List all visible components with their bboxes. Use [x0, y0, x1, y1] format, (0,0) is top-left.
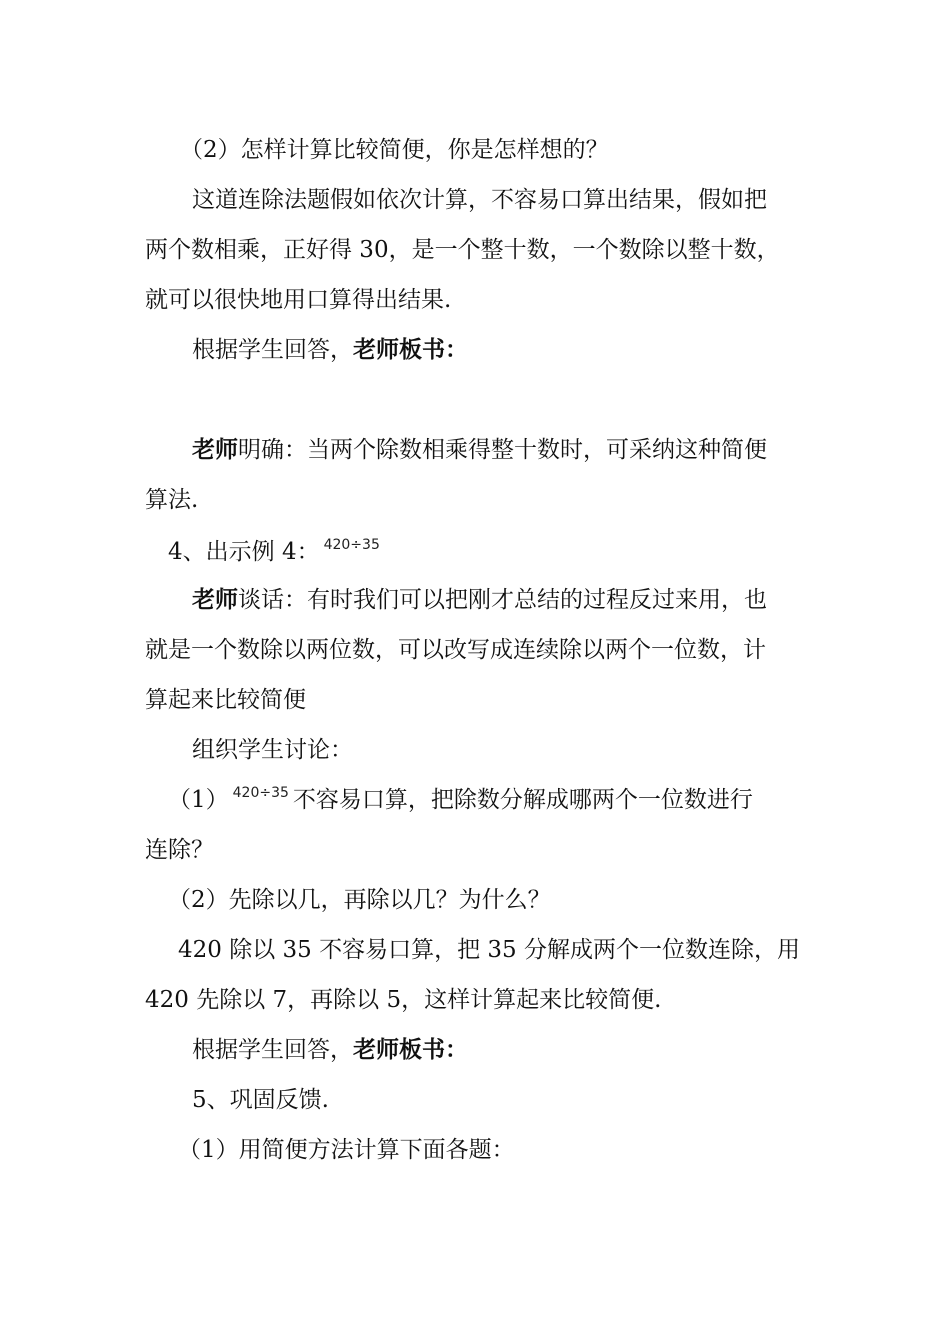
formula-420-div-35: 420÷35	[323, 537, 380, 553]
example-4-label: 4、出示例 4：	[168, 539, 320, 565]
formula-420-div-35: 420÷35	[232, 785, 289, 801]
board-note-prefix: 根据学生回答，	[192, 1037, 353, 1063]
paragraph-explanation-line-1: 这道连除法题假如依次计算，不容易口算出结果，假如把	[192, 187, 767, 213]
paragraph-explanation-line-2: 两个数相乘，正好得 30，是一个整十数，一个数除以整十数，	[145, 237, 780, 263]
teacher-label: 老师	[192, 436, 238, 463]
paragraph-teacher-talk-line-1	[192, 584, 767, 616]
paragraph-teacher-talk-line-3: 算起来比较简便	[145, 687, 306, 713]
paragraph-question-2: （2）怎样计算比较简便，你是怎样想的？	[180, 137, 609, 163]
paragraph-board-note-2	[192, 1034, 468, 1066]
paragraph-board-note-1	[192, 334, 468, 366]
paragraph-teacher-clarify-line-2: 算法.	[145, 487, 199, 513]
paragraph-discussion-1-line-2: 连除？	[145, 837, 214, 863]
paragraph-discussion-1-line-1	[168, 784, 753, 819]
paragraph-section-5: 5、巩固反馈.	[192, 1087, 329, 1113]
paragraph-organize-discussion: 组织学生讨论：	[192, 737, 353, 763]
paragraph-answer-line-2: 420 先除以 7，再除以 5，这样计算起来比较简便.	[145, 987, 662, 1013]
teacher-talk-text: 谈话：有时我们可以把刚才总结的过程反过来用，也	[238, 587, 767, 613]
discussion-1-prefix: （1）	[168, 787, 229, 813]
paragraph-exercise-1: （1）用简便方法计算下面各题：	[178, 1137, 515, 1163]
board-note-prefix: 根据学生回答，	[192, 337, 353, 363]
board-note-bold: 老师板书：	[353, 336, 468, 363]
board-note-bold: 老师板书：	[353, 1036, 468, 1063]
teacher-clarify-text: 明确：当两个除数相乘得整十数时，可采纳这种简便	[238, 437, 767, 463]
paragraph-answer-line-1: 420 除以 35 不容易口算，把 35 分解成两个一位数连除，用	[178, 937, 800, 963]
teacher-label: 老师	[192, 586, 238, 613]
discussion-1-text: 不容易口算，把除数分解成哪两个一位数进行	[292, 787, 753, 813]
paragraph-teacher-clarify-line-1	[192, 434, 767, 466]
paragraph-example-4	[168, 536, 384, 571]
paragraph-discussion-2: （2）先除以几，再除以几？为什么？	[168, 887, 551, 913]
paragraph-teacher-talk-line-2: 就是一个数除以两位数，可以改写成连续除以两个一位数，计	[145, 637, 766, 663]
paragraph-explanation-line-3: 就可以很快地用口算得出结果.	[145, 287, 452, 313]
